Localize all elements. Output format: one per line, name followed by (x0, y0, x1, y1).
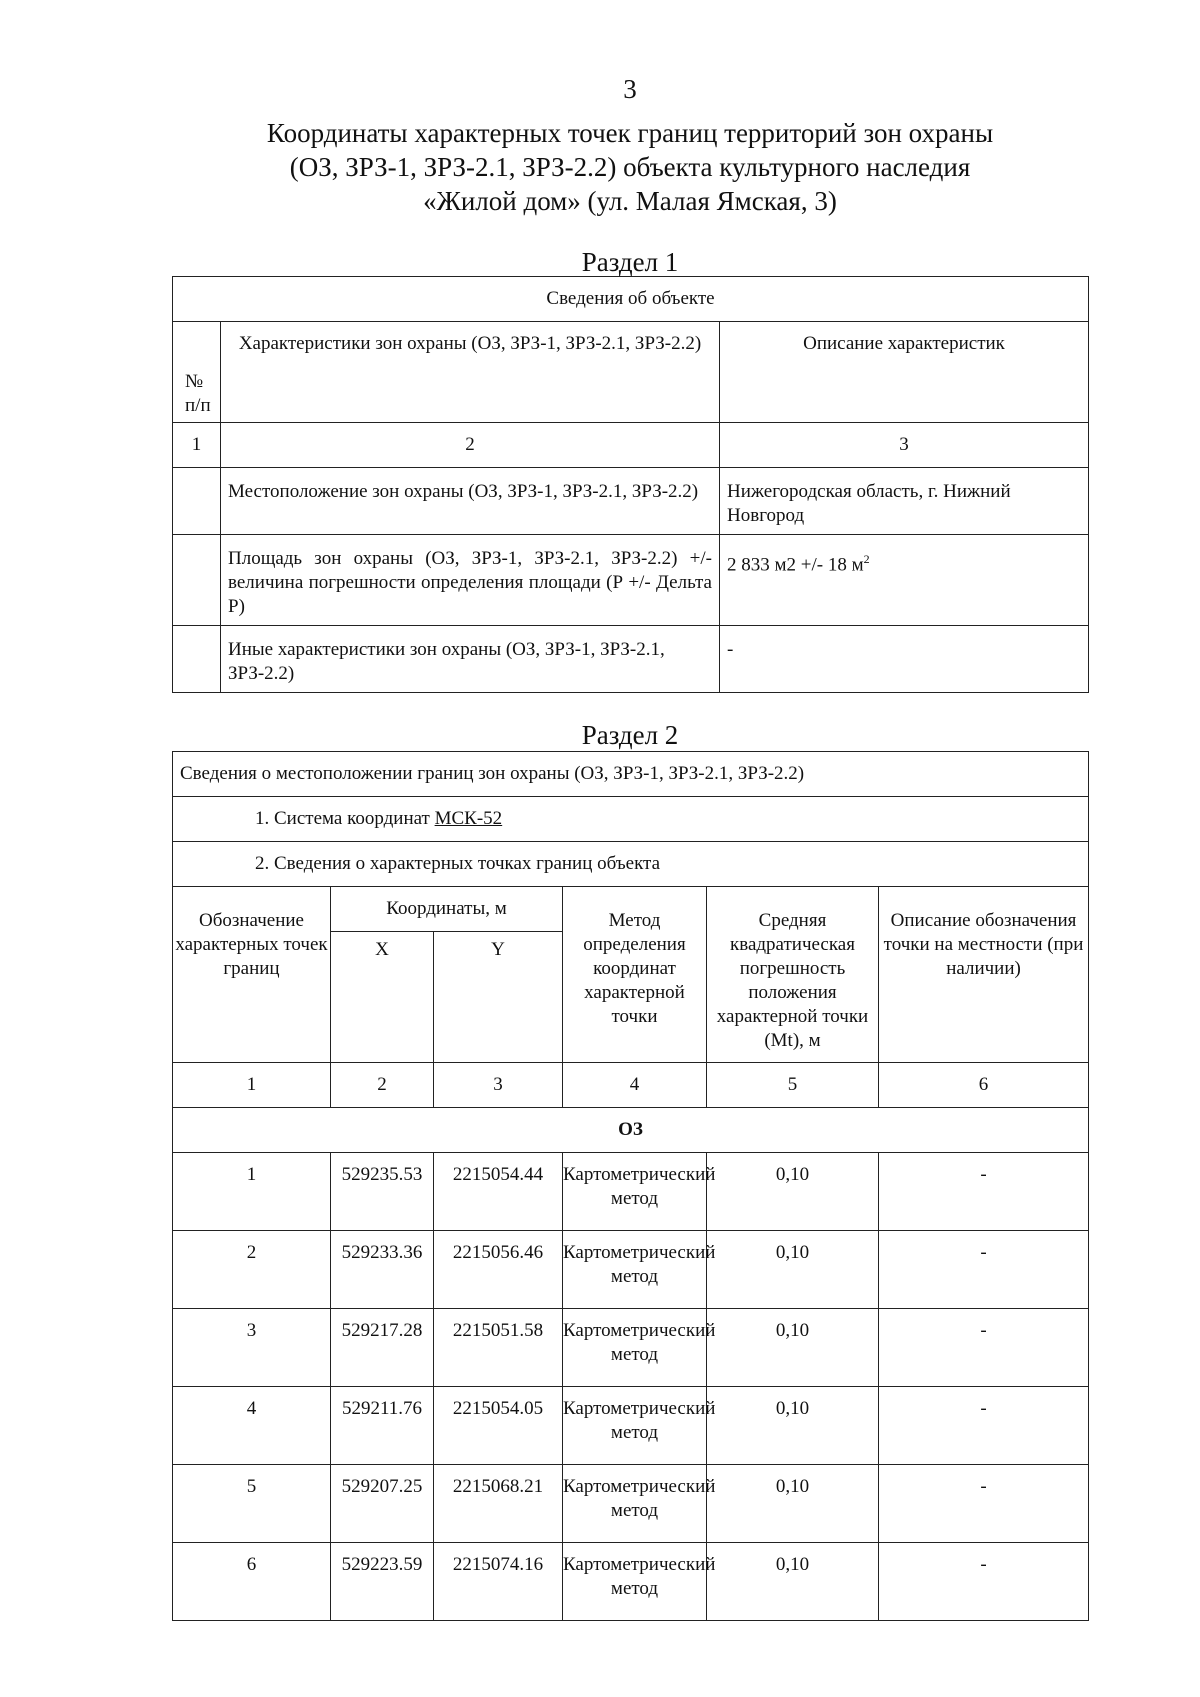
col-header-point: Обозначение характерных точек границ (173, 887, 331, 1063)
point-mt: 0,10 (707, 1387, 879, 1465)
area-value: 2 833 м2 +/- 18 м (727, 554, 864, 576)
title-line-1: Координаты характерных точек границ территорий зон охраны (266, 118, 994, 148)
point-id: 4 (173, 1387, 331, 1465)
point-x: 529217.28 (331, 1309, 434, 1387)
table-row (173, 1465, 1089, 1543)
table-row (173, 468, 1089, 535)
coordinate-system-value: МСК-52 (434, 808, 503, 829)
point-description: - (879, 1465, 1089, 1543)
section-1-heading: Раздел 1 (581, 247, 679, 277)
col-header-coordinates: Координаты, м (331, 887, 563, 932)
col-number-2: 2 (331, 1063, 434, 1108)
document-title (200, 116, 1060, 218)
point-method: Картометрический метод (563, 1309, 707, 1387)
point-x: 529211.76 (331, 1387, 434, 1465)
col-number-5: 5 (707, 1063, 879, 1108)
col-number-3: 3 (720, 423, 1089, 468)
row-number-cell (173, 626, 221, 693)
coordinate-system-label: 1. Система координат (255, 808, 430, 829)
point-mt: 0,10 (707, 1309, 879, 1387)
table-row (173, 626, 1089, 693)
description-cell: - (720, 626, 1089, 693)
title-line-3: «Жилой дом» (ул. Малая Ямская, 3) (423, 186, 837, 216)
point-method: Картометрический метод (563, 1153, 707, 1231)
point-y: 2215051.58 (434, 1309, 563, 1387)
table-row (173, 1153, 1089, 1231)
area-unit-superscript: 2 (863, 552, 870, 566)
table-row (173, 1543, 1089, 1621)
col-header-characteristics: Характеристики зон охраны (ОЗ, ЗРЗ-1, ЗРЗ-2.1, ЗРЗ-2.2) (221, 322, 720, 423)
point-x: 529223.59 (331, 1543, 434, 1621)
description-cell: Нижегородская область, г. Нижний Новгород (720, 468, 1089, 535)
point-mt: 0,10 (707, 1153, 879, 1231)
point-description: - (879, 1309, 1089, 1387)
point-mt: 0,10 (707, 1543, 879, 1621)
point-method: Картометрический метод (563, 1231, 707, 1309)
description-cell (720, 535, 1089, 626)
point-y: 2215056.46 (434, 1231, 563, 1309)
characteristic-cell: Иные характеристики зон охраны (ОЗ, ЗРЗ-1, ЗРЗ-2.1, ЗРЗ-2.2) (221, 626, 720, 693)
point-x: 529207.25 (331, 1465, 434, 1543)
point-method: Картометрический метод (563, 1543, 707, 1621)
col-header-method: Метод определения координат характерной точки (563, 887, 707, 1063)
row-number-cell (173, 468, 221, 535)
object-info-table (172, 276, 1089, 693)
row-number-cell (173, 535, 221, 626)
col-number-3: 3 (434, 1063, 563, 1108)
section-2-heading: Раздел 2 (581, 720, 679, 750)
point-id: 5 (173, 1465, 331, 1543)
point-y: 2215054.05 (434, 1387, 563, 1465)
zone-label: ОЗ (173, 1108, 1089, 1153)
col-number-2: 2 (221, 423, 720, 468)
col-header-description: Описание характеристик (720, 322, 1089, 423)
table-row (173, 535, 1089, 626)
point-method: Картометрический метод (563, 1465, 707, 1543)
col-header-number: № п/п (173, 322, 221, 423)
object-info-caption: Сведения об объекте (173, 277, 1089, 322)
boundary-points-table (172, 751, 1089, 1621)
characteristic-cell: Площадь зон охраны (ОЗ, ЗРЗ-1, ЗРЗ-2.1, ЗРЗ-2.2) +/- величина погрешности определения площади (Р +/- Дельта Р) (221, 535, 720, 626)
point-mt: 0,10 (707, 1465, 879, 1543)
col-number-1: 1 (173, 1063, 331, 1108)
point-method: Картометрический метод (563, 1387, 707, 1465)
table-row (173, 1309, 1089, 1387)
point-id: 1 (173, 1153, 331, 1231)
point-description: - (879, 1543, 1089, 1621)
point-y: 2215074.16 (434, 1543, 563, 1621)
point-id: 6 (173, 1543, 331, 1621)
point-x: 529235.53 (331, 1153, 434, 1231)
characteristic-cell: Местоположение зон охраны (ОЗ, ЗРЗ-1, ЗРЗ-2.1, ЗРЗ-2.2) (221, 468, 720, 535)
col-number-4: 4 (563, 1063, 707, 1108)
table-row (173, 1387, 1089, 1465)
coordinate-system-row (173, 797, 1089, 842)
points-caption: 2. Сведения о характерных точках границ объекта (173, 842, 1089, 887)
title-line-2: (ОЗ, ЗРЗ-1, ЗРЗ-2.1, ЗРЗ-2.2) объекта культурного наследия (289, 152, 971, 182)
point-y: 2215054.44 (434, 1153, 563, 1231)
point-description: - (879, 1387, 1089, 1465)
point-description: - (879, 1231, 1089, 1309)
col-number-6: 6 (879, 1063, 1089, 1108)
point-id: 3 (173, 1309, 331, 1387)
table-row (173, 1231, 1089, 1309)
col-number-1: 1 (173, 423, 221, 468)
point-description: - (879, 1153, 1089, 1231)
point-mt: 0,10 (707, 1231, 879, 1309)
boundary-info-caption: Сведения о местоположении границ зон охраны (ОЗ, ЗРЗ-1, ЗРЗ-2.1, ЗРЗ-2.2) (173, 752, 1089, 797)
col-header-x: X (331, 932, 434, 1063)
point-y: 2215068.21 (434, 1465, 563, 1543)
point-id: 2 (173, 1231, 331, 1309)
col-header-description: Описание обозначения точки на местности (при наличии) (879, 887, 1089, 1063)
col-header-y: Y (434, 932, 563, 1063)
page-number: 3 (623, 74, 637, 104)
col-header-rms-error: Средняя квадратическая погрешность положения характерной точки (Mt), м (707, 887, 879, 1063)
point-x: 529233.36 (331, 1231, 434, 1309)
